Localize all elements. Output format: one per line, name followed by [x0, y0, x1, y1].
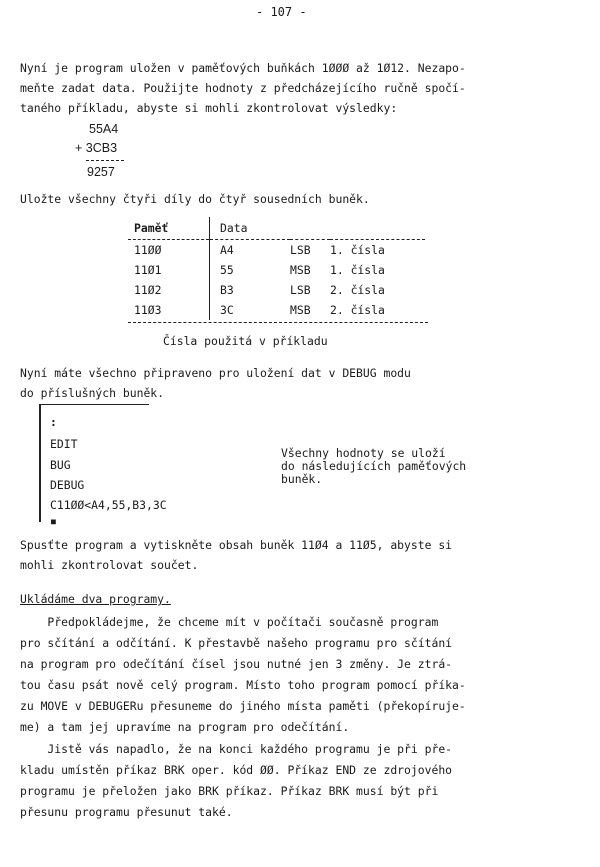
table-caption: Čísla použitá v příkladu	[163, 334, 328, 348]
table-cell-note: 2. čísla	[330, 283, 385, 297]
paragraph-2-line-4: přesunu programu přesunut také.	[20, 805, 233, 819]
debug-intro-line-1: Nyní máte všechno připraveno pro uložení dat v DEBUG modu	[20, 366, 411, 380]
table-row	[128, 280, 425, 300]
table-cell-address: 11Ø3	[134, 303, 162, 317]
page-number: - 107 -	[256, 5, 307, 19]
code-line-edit: EDIT	[50, 437, 78, 451]
intro-line-2: meňte zadat data. Použijte hodnoty z předcházejícího ručně spočí-	[20, 81, 466, 95]
table-cell-byte: LSB	[290, 283, 311, 297]
table-cell-address: 11Ø1	[134, 263, 162, 277]
intro-line-1: Nyní je program uložen v paměťových buňkách 1ØØØ až 1Ø12. Nezapo-	[20, 61, 466, 75]
table-cell-address: 11ØØ	[134, 243, 162, 257]
memory-table	[128, 217, 425, 320]
code-line-store-command: C11ØØ<A4,55,B3,3C	[50, 498, 167, 512]
code-line-bug: BUG	[50, 458, 71, 472]
cursor-block: ■	[51, 517, 56, 526]
code-note-line-1: Všechny hodnoty se uloží	[281, 446, 446, 460]
sum-divider	[86, 160, 124, 161]
table-cell-note: 2. čísla	[330, 303, 385, 317]
paragraph-1-line-5: zu MOVE v DEBUGERu přesuneme do jiného místa paměti (překopíruje-	[20, 699, 466, 713]
code-note-line-2: do následujících paměťových	[281, 459, 467, 473]
paragraph-1-line-1: Předpokládejme, že chceme mít v počítači současně program	[20, 615, 439, 629]
table-bottom-rule	[128, 322, 428, 323]
code-block-top-rule	[39, 404, 149, 405]
table-cell-note: 1. čísla	[330, 263, 385, 277]
table-cell-byte: MSB	[290, 303, 311, 317]
table-cell-byte: MSB	[290, 263, 311, 277]
table-cell-address: 11Ø2	[134, 283, 162, 297]
sum-result: 9257	[87, 165, 115, 179]
paragraph-1-line-6: me) a tam jej upravíme na program pro odečítání.	[20, 720, 350, 734]
table-cell-data: 55	[210, 260, 291, 280]
paragraph-1-line-3: na program pro odečítání čísel jsou nutné jen 3 změny. Je ztrá-	[20, 657, 453, 671]
table-header-data: Data	[210, 217, 291, 240]
code-block-border	[39, 405, 41, 522]
table-cell-byte: LSB	[290, 243, 311, 257]
table-cell-note: 1. čísla	[330, 243, 385, 257]
code-line-debug: DEBUG	[50, 478, 85, 492]
sum-addend-1: 55A4	[89, 122, 119, 136]
table-header-memory: Paměť	[134, 221, 169, 235]
intro-line-3: taného příkladu, abyste si mohli zkontrolovat výsledky:	[20, 101, 398, 115]
paragraph-2-line-1: Jistě vás napadlo, že na konci každého programu je při pře-	[20, 742, 453, 756]
paragraph-2-line-2: kladu umístěn příkaz BRK oper. kód ØØ. Příkaz END ze zdrojového	[20, 763, 453, 777]
code-line-continuation: :	[50, 415, 57, 429]
table-cell-data: A4	[210, 240, 291, 261]
table-cell-data: B3	[210, 280, 291, 300]
code-note-line-3: buněk.	[281, 472, 323, 486]
table-header-row	[128, 217, 425, 240]
store-all-text: Uložte všechny čtyři díly do čtyř sousedních buněk.	[20, 192, 370, 206]
paragraph-1-line-4: tou času psát nově celý program. Místo toho program pomocí příka-	[20, 678, 466, 692]
print-line-1: Spusťte program a vytiskněte obsah buněk 11Ø4 a 11Ø5, abyste si	[20, 538, 453, 552]
section-title: Ukládáme dva programy.	[20, 592, 171, 606]
paragraph-2-line-3: programu je přeložen jako BRK příkaz. Příkaz BRK musí být při	[20, 784, 439, 798]
sum-addend-2: + 3CB3	[75, 141, 118, 155]
table-row	[128, 260, 425, 280]
print-line-2: mohli zkontrolovat součet.	[20, 558, 199, 572]
paragraph-1-line-2: pro sčítání a odčítání. K přestavbě našeho programu pro sčítání	[20, 636, 453, 650]
table-row	[128, 300, 425, 320]
table-cell-data: 3C	[210, 300, 291, 320]
table-row	[128, 240, 425, 261]
debug-intro-line-2: do příslušných buněk.	[20, 386, 165, 400]
